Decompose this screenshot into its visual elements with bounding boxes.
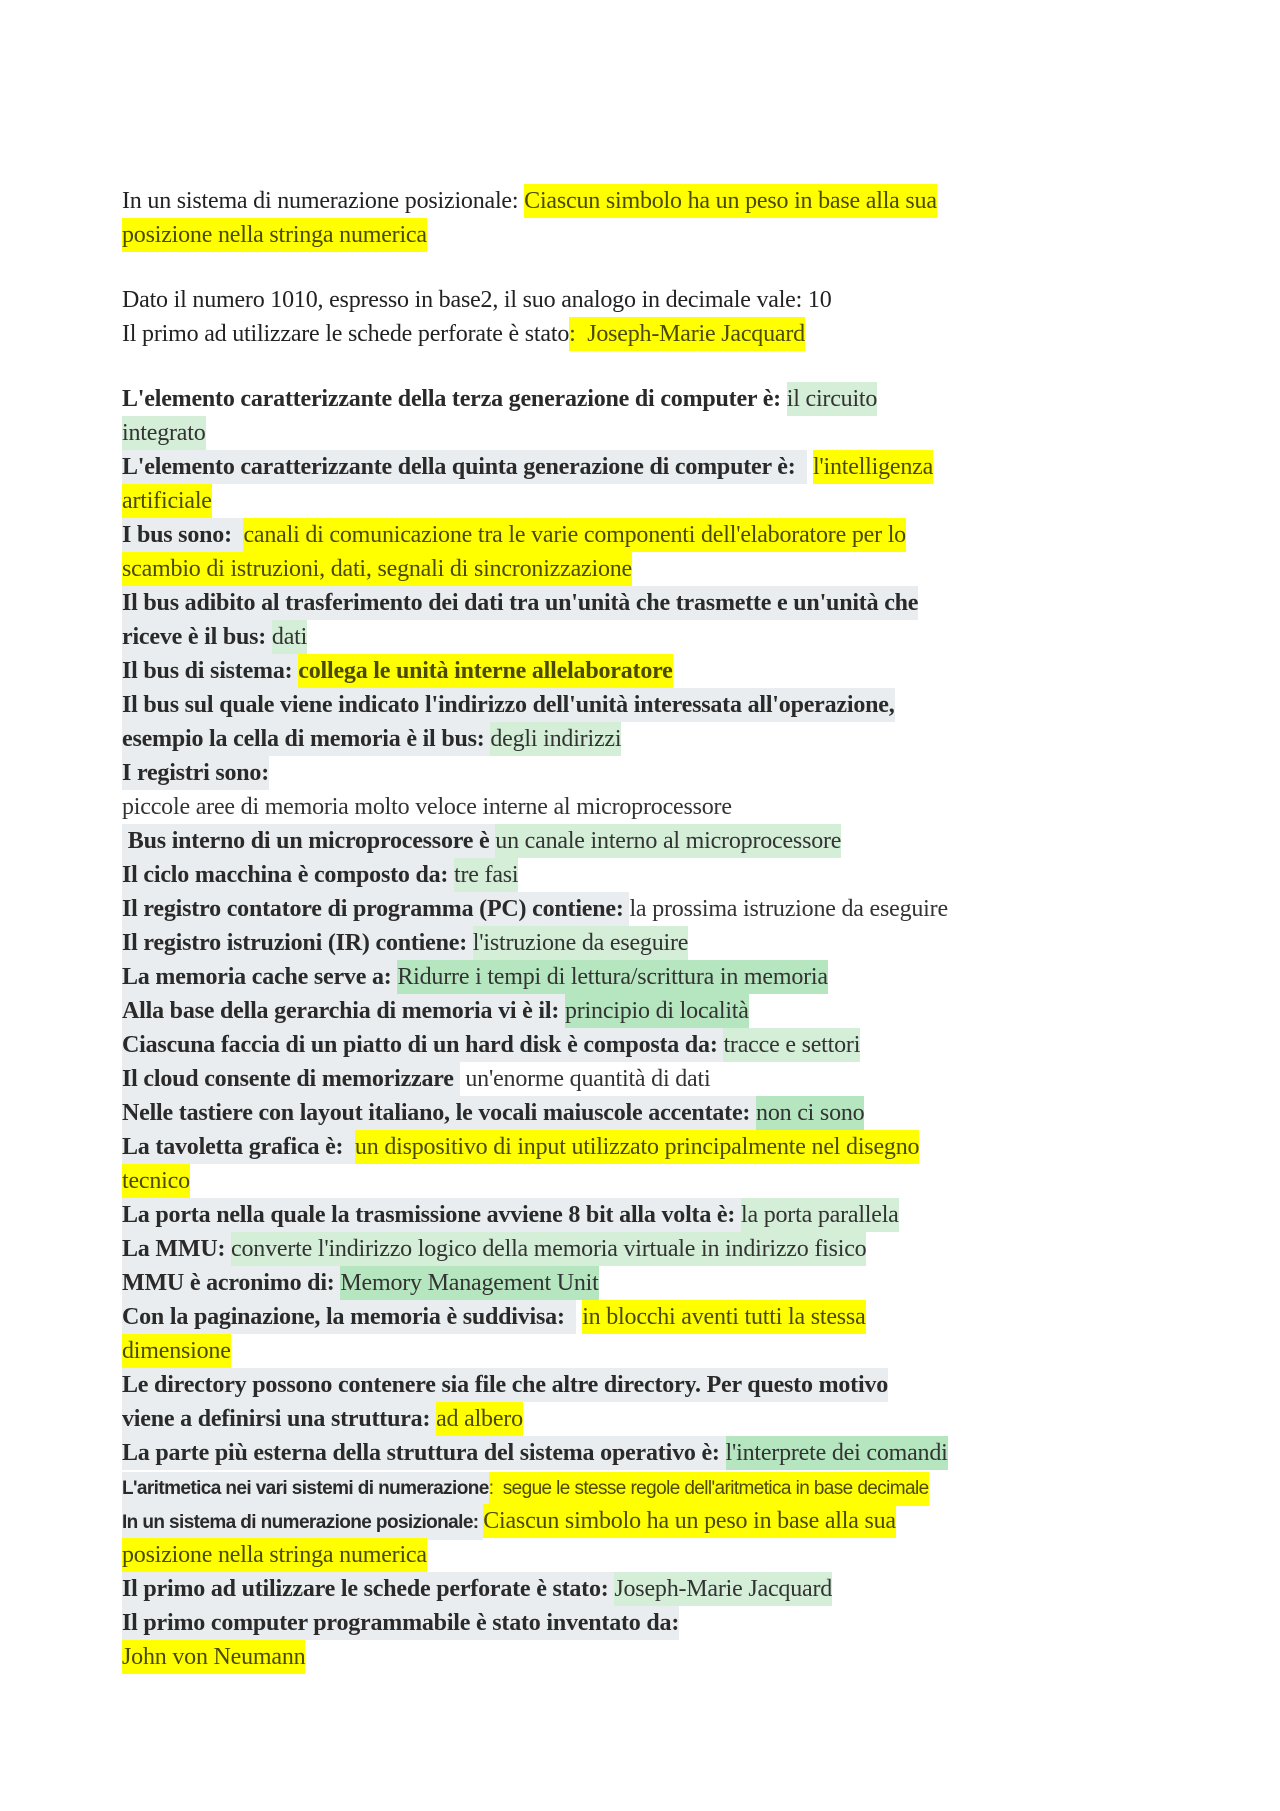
highlighted-answer: Ciascun simbolo ha un peso in base alla sua [524, 184, 937, 218]
highlighted-answer: : Joseph-Marie Jacquard [569, 317, 805, 351]
highlighted-answer: un dispositivo di input utilizzato principalmente nel disegno [355, 1130, 919, 1164]
highlighted-answer: converte l'indirizzo logico della memoria virtuale in indirizzo fisico [231, 1232, 866, 1266]
question-text: Alla base della gerarchia di memoria vi è il: [122, 994, 565, 1028]
text-line [122, 1538, 1182, 1572]
question-text: Il primo ad utilizzare le schede perforate è stato: [122, 1572, 614, 1606]
highlighted-answer: collega le unità interne allelaboratore [298, 654, 672, 688]
question-text: riceve è il bus: [122, 620, 272, 654]
question-text: Le directory possono contenere sia file che altre directory. Per questo motivo [122, 1368, 888, 1402]
question-text: Nelle tastiere con layout italiano, le vocali maiuscole accentate: [122, 1096, 756, 1130]
question-text: Il bus adibito al trasferimento dei dati tra un'unità che trasmette e un'unità che [122, 586, 918, 620]
text-block [122, 382, 1182, 1674]
text-line [122, 382, 1182, 416]
text-line [122, 654, 1182, 688]
highlighted-answer: : segue le stesse regole dell'aritmetica in base decimale [489, 1472, 929, 1506]
highlighted-answer: dati [272, 620, 307, 654]
highlighted-answer: tracce e settori [723, 1028, 860, 1062]
question-text: Il ciclo macchina è composto da: [122, 858, 454, 892]
question-text: La parte più esterna della struttura del sistema operativo è: [122, 1436, 726, 1470]
highlighted-answer: John von Neumann [122, 1640, 305, 1674]
highlighted-answer: degli indirizzi [490, 722, 621, 756]
text-line [122, 1300, 1182, 1334]
text-line [122, 1402, 1182, 1436]
question-text: Il primo computer programmabile è stato inventato da: [122, 1606, 679, 1640]
highlighted-answer: l'interprete dei comandi [726, 1436, 948, 1470]
highlighted-answer: posizione nella stringa numerica [122, 1538, 427, 1572]
highlighted-answer: dimensione [122, 1334, 231, 1368]
question-text: viene a definirsi una struttura: [122, 1402, 436, 1436]
text-line [122, 484, 1182, 518]
highlighted-answer: posizione nella stringa numerica [122, 218, 427, 252]
highlighted-answer: canali di comunicazione tra le varie componenti dell'elaboratore per lo [243, 518, 906, 552]
question-text: Il cloud consente di memorizzare [122, 1062, 460, 1096]
text-line [122, 1640, 1182, 1674]
highlighted-answer: tecnico [122, 1164, 190, 1198]
question-text: La porta nella quale la trasmissione avviene 8 bit alla volta è: [122, 1198, 741, 1232]
question-text: L'elemento caratterizzante della quinta generazione di computer è: [122, 450, 807, 484]
highlighted-answer: Joseph-Marie Jacquard [614, 1572, 832, 1606]
text-line [122, 1470, 1182, 1504]
answer-text: Dato il numero 1010, espresso in base2, il suo analogo in decimale vale: 10 [122, 287, 832, 313]
document-page [122, 184, 1182, 1674]
question-text: esempio la cella di memoria è il bus: [122, 722, 490, 756]
text-line [122, 1028, 1182, 1062]
text-line [122, 1164, 1182, 1198]
highlighted-answer: principio di località [565, 994, 749, 1028]
text-line [122, 790, 1182, 824]
highlighted-answer: Ciascun simbolo ha un peso in base alla sua [483, 1504, 896, 1538]
question-text: La tavoletta grafica è: [122, 1130, 355, 1164]
text-line [122, 1266, 1182, 1300]
text-line [122, 1232, 1182, 1266]
text-line [122, 1198, 1182, 1232]
question-text: La MMU: [122, 1232, 231, 1266]
text-line [122, 722, 1182, 756]
text-line [122, 1130, 1182, 1164]
highlighted-answer: il circuito [787, 382, 877, 416]
text-line [122, 926, 1182, 960]
text-line [122, 1436, 1182, 1470]
highlighted-answer: l'istruzione da eseguire [473, 926, 688, 960]
question-text: Con la paginazione, la memoria è suddivisa: [122, 1300, 576, 1334]
text-line [122, 858, 1182, 892]
text-line [122, 450, 1182, 484]
text-line [122, 620, 1182, 654]
highlighted-answer: in blocchi aventi tutti la stessa [582, 1300, 865, 1334]
highlighted-answer: la porta parallela [741, 1198, 899, 1232]
answer-text: piccole aree di memoria molto veloce interne al microprocessore [122, 794, 732, 820]
highlighted-answer: artificiale [122, 484, 212, 518]
question-text: In un sistema di numerazione posizionale: [122, 1506, 483, 1540]
question-text: La memoria cache serve a: [122, 960, 397, 994]
question-text: Il registro contatore di programma (PC) contiene: [122, 892, 629, 926]
highlighted-answer: non ci sono [756, 1096, 864, 1130]
question-text: Il registro istruzioni (IR) contiene: [122, 926, 473, 960]
highlighted-answer: Ridurre i tempi di lettura/scrittura in memoria [397, 960, 827, 994]
question-text: MMU è acronimo di: [122, 1266, 340, 1300]
answer-text: In un sistema di numerazione posizionale: [122, 188, 525, 214]
text-block [122, 283, 1182, 351]
question-text: I bus sono: [122, 518, 243, 552]
text-line [122, 756, 1182, 790]
highlighted-answer: scambio di istruzioni, dati, segnali di sincronizzazione [122, 552, 632, 586]
text-line [122, 218, 1182, 252]
text-line [122, 1572, 1182, 1606]
text-line [122, 552, 1182, 586]
text-line [122, 1334, 1182, 1368]
question-text: Il bus di sistema: [122, 654, 298, 688]
question-text: L'elemento caratterizzante della terza generazione di computer è: [122, 386, 787, 412]
highlighted-answer: l'intelligenza [813, 450, 933, 484]
text-line [122, 960, 1182, 994]
text-line [122, 283, 1182, 317]
text-line [122, 184, 1182, 218]
text-line [122, 824, 1182, 858]
highlighted-answer: Memory Management Unit [340, 1266, 598, 1300]
text-line [122, 416, 1182, 450]
question-text: L'aritmetica nei vari sistemi di numerazione [122, 1472, 489, 1506]
question-text: Bus interno di un microprocessore è [122, 824, 495, 858]
text-line [122, 1504, 1182, 1538]
text-line [122, 317, 1182, 351]
highlighted-answer: tre fasi [454, 858, 518, 892]
highlighted-answer: integrato [122, 416, 206, 450]
text-line [122, 518, 1182, 552]
highlighted-answer: ad albero [436, 1402, 523, 1436]
highlighted-answer: un canale interno al microprocessore [495, 824, 841, 858]
text-line [122, 1062, 1182, 1096]
text-line [122, 586, 1182, 620]
answer-text: Il primo ad utilizzare le schede perforate è stato [122, 321, 570, 347]
text-line [122, 892, 1182, 926]
text-line [122, 688, 1182, 722]
text-block [122, 184, 1182, 252]
text-line [122, 1368, 1182, 1402]
question-text: I registri sono: [122, 756, 269, 790]
answer-text: la prossima istruzione da eseguire [629, 896, 948, 922]
answer-text: un'enorme quantità di dati [459, 1066, 711, 1092]
text-line [122, 1606, 1182, 1640]
text-line [122, 1096, 1182, 1130]
question-text: Ciascuna faccia di un piatto di un hard disk è composta da: [122, 1028, 723, 1062]
text-line [122, 994, 1182, 1028]
question-text: Il bus sul quale viene indicato l'indirizzo dell'unità interessata all'operazione, [122, 688, 895, 722]
